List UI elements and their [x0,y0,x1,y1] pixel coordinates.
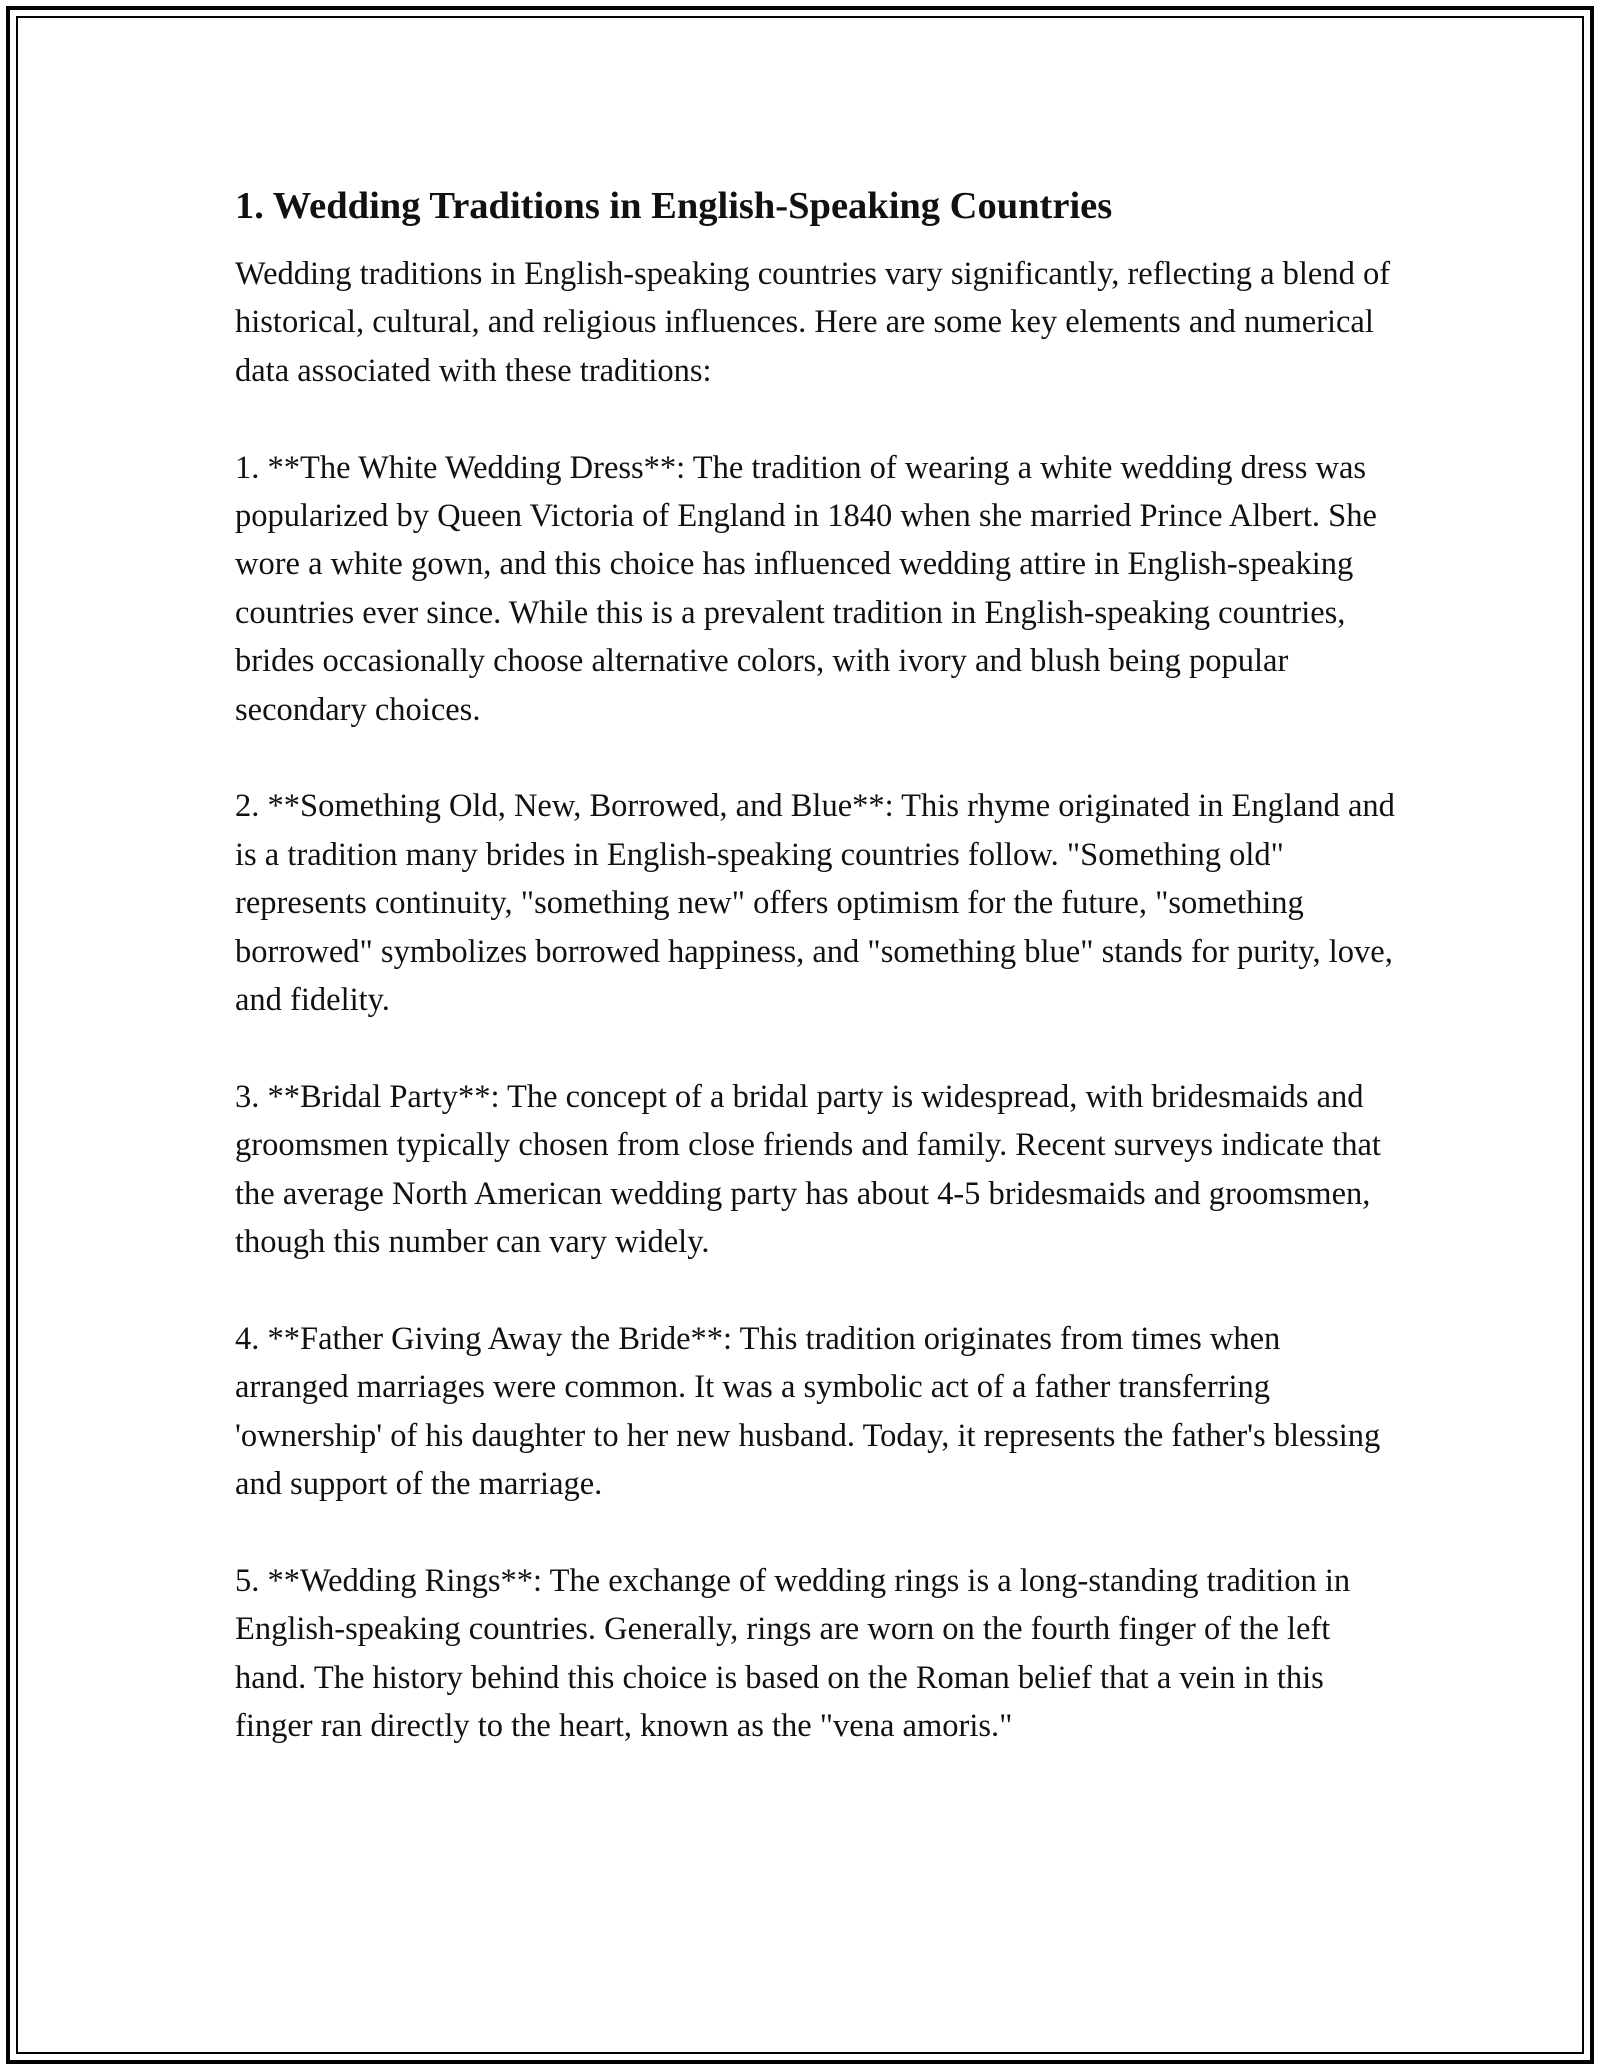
document-body [235,180,1395,1751]
tradition-wedding-rings-paragraph: 5. **Wedding Rings**: The exchange of wedding rings is a long-standing tradition in English-speaking countries. Generally, rings are worn on the fourth finger of the left hand. The history behind this choice is based on the Roman belief that a vein in this finger ran directly to the heart, known as the "vena amoris." [235,1562,1351,1745]
section-heading: 1. Wedding Traditions in English-Speaking Countries [235,185,1113,227]
intro-paragraph: Wedding traditions in English-speaking countries vary significantly, reflecting a blend of historical, cultural, and religious influences. Here are some key elements and numerical data associated with these traditions: [235,256,1391,389]
tradition-father-giving-away-paragraph: 4. **Father Giving Away the Bride**: This tradition originates from times when arranged marriages were common. It was a symbolic act of a father transferring 'ownership' of his daughter to her new husband. Today, it represents the father's blessing and support of the marriage. [235,1320,1381,1503]
tradition-white-dress-paragraph: 1. **The White Wedding Dress**: The tradition of wearing a white wedding dress was popularized by Queen Victoria of England in 1840 when she married Prince Albert. She wore a white gown, and this choice has influenced wedding attire in English-speaking countries ever since. While this is a prevalent tradition in English-speaking countries, brides occasionally choose alternative colors, with ivory and blush being popular secondary choices. [235,449,1377,728]
tradition-something-old-paragraph: 2. **Something Old, New, Borrowed, and Blue**: This rhyme originated in England and is a tradition many brides in English-speaking countries follow. "Something old" represents continuity, "something new" offers optimism for the future, "something borrowed" symbolizes borrowed happiness, and "something blue" stands for purity, love, and fidelity. [235,788,1395,1019]
tradition-bridal-party-paragraph: 3. **Bridal Party**: The concept of a bridal party is widespread, with bridesmaids and groomsmen typically chosen from close friends and family. Recent surveys indicate that the average North American wedding party has about 4-5 bridesmaids and groomsmen, though this number can vary widely. [235,1078,1381,1261]
